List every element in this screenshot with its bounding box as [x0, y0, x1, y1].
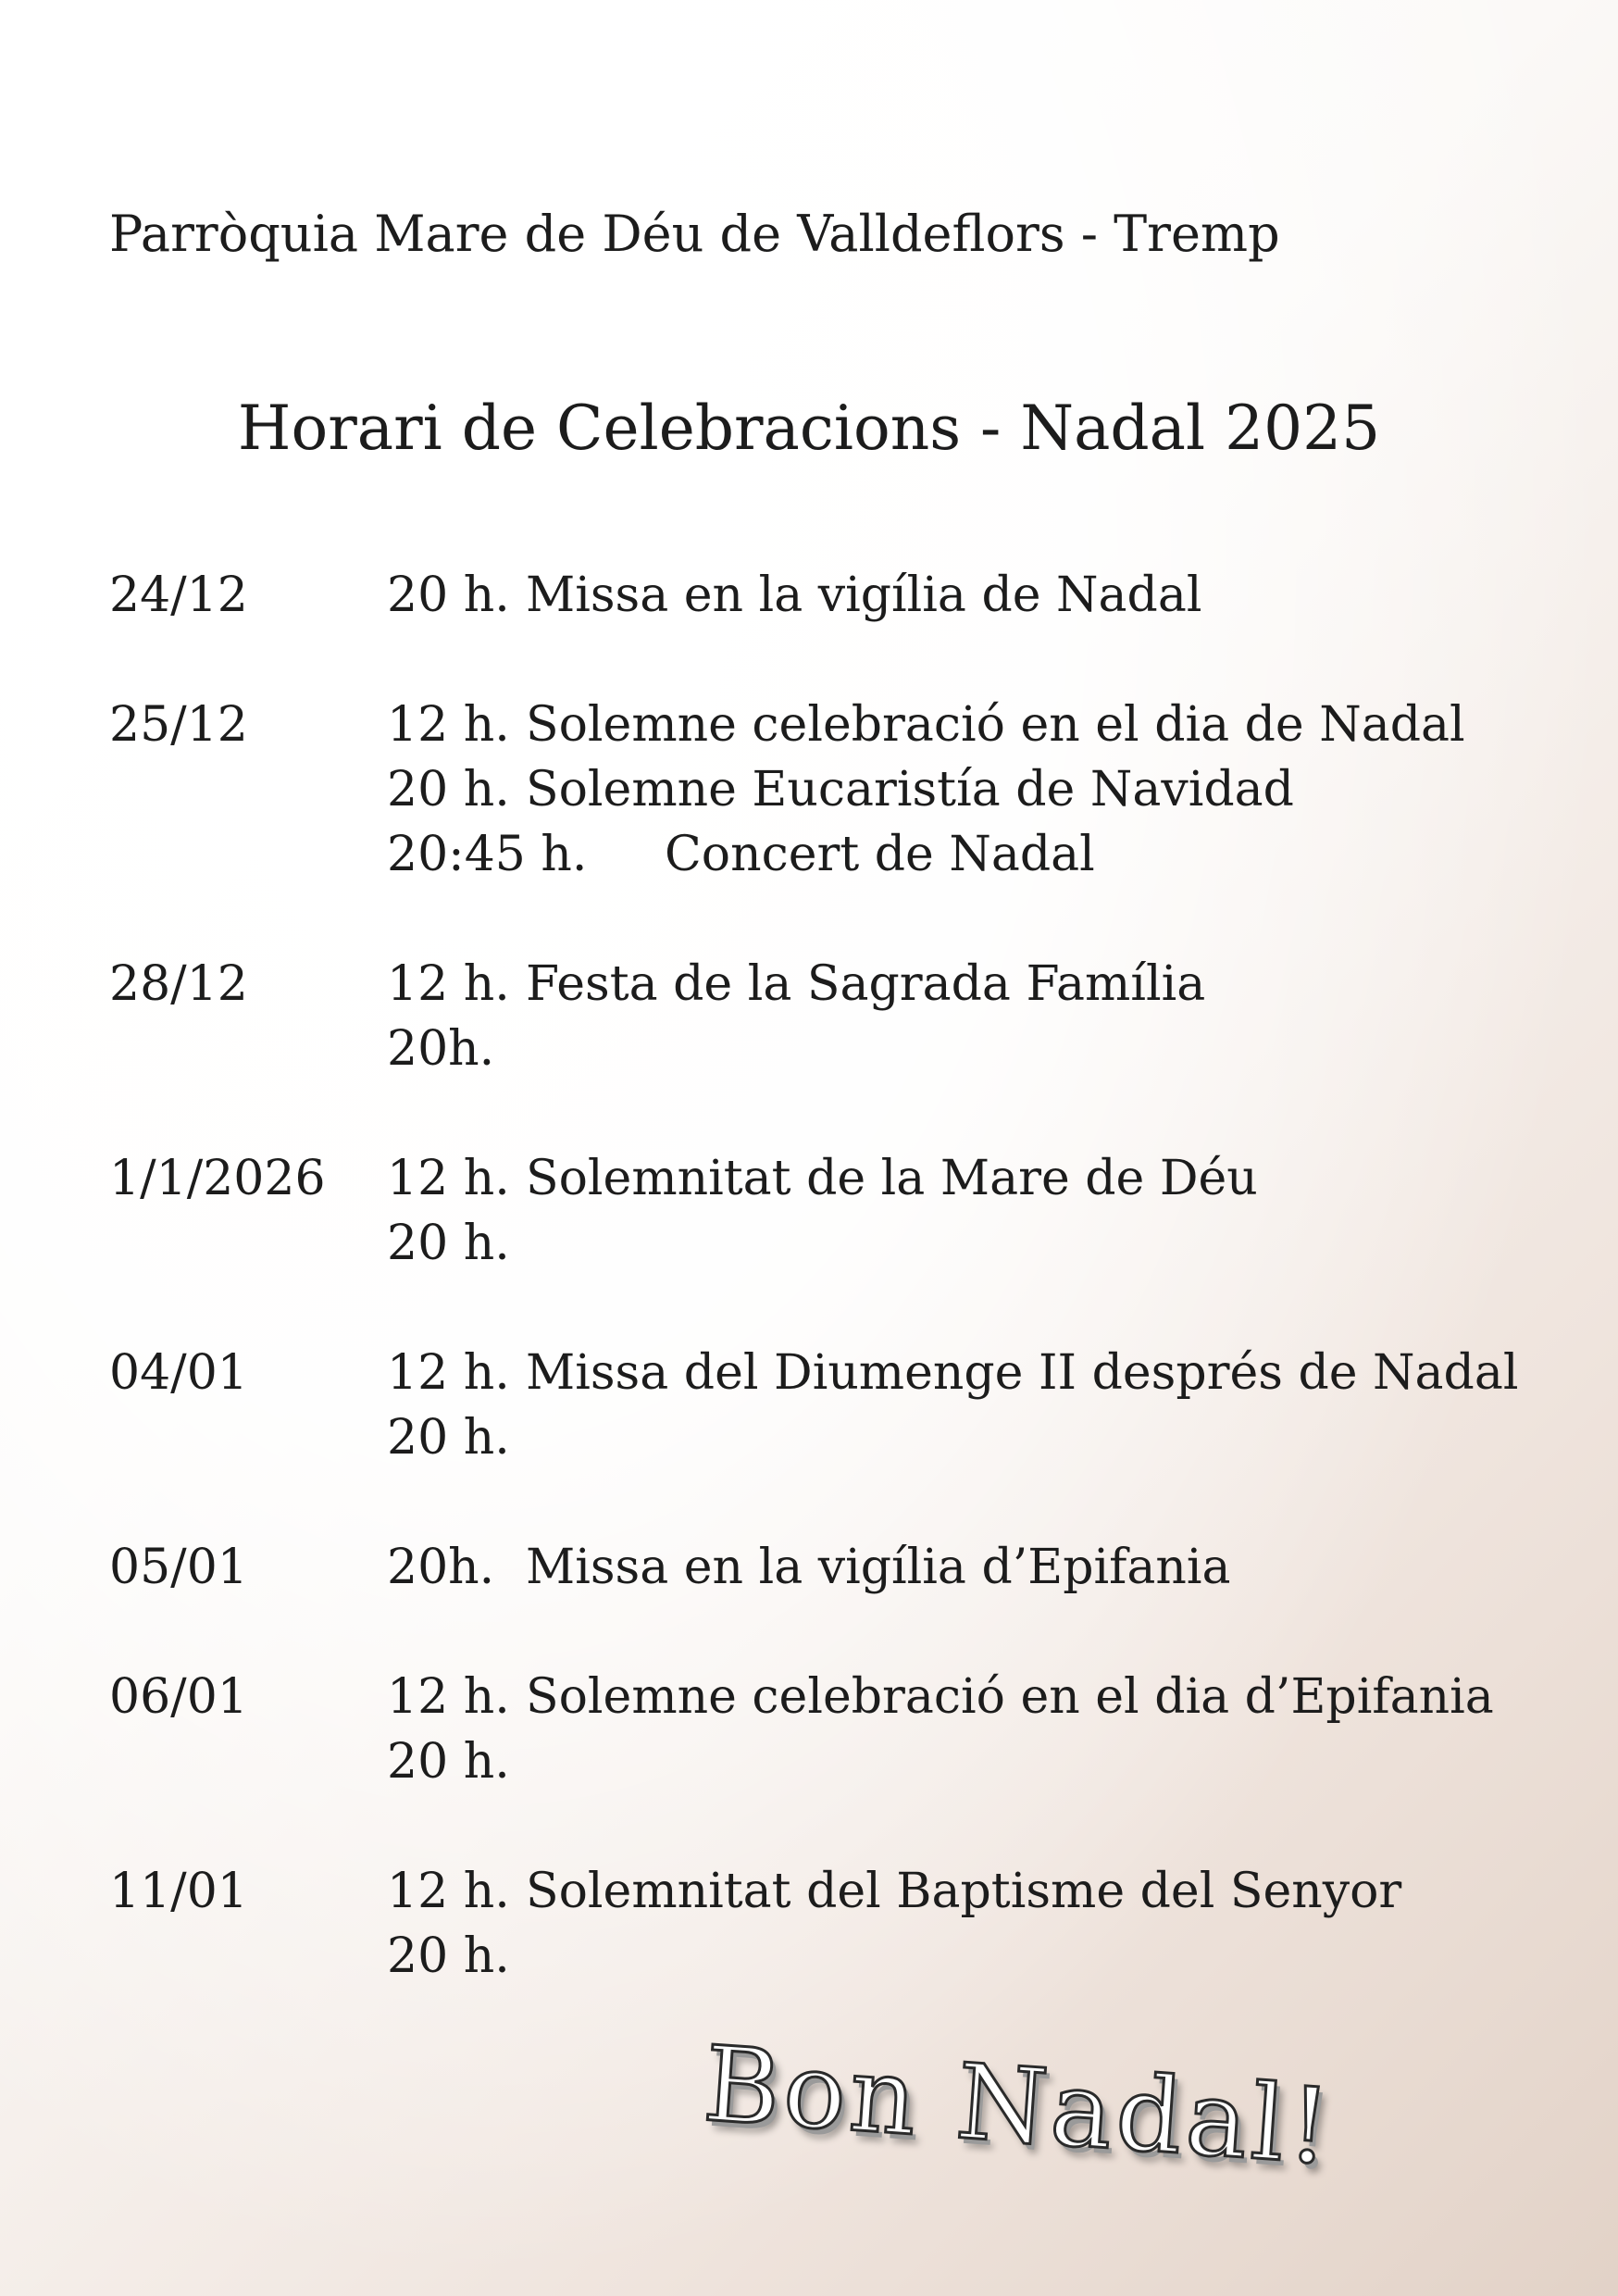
schedule-day [109, 952, 1553, 1081]
day-events [387, 1146, 1553, 1276]
event-row [387, 1405, 1553, 1470]
event-row [387, 1017, 1553, 1081]
bon-nadal-greeting: Bon Nadal! [700, 2024, 1338, 2189]
event-time: 12 h. [387, 1864, 510, 1919]
day-date: 24/12 [109, 568, 248, 623]
event-row [387, 1535, 1553, 1600]
event-description: Solemnitat de la Mare de Déu [526, 1151, 1258, 1206]
event-time: 20h. [387, 1540, 495, 1595]
event-description: Missa en la vigília de Nadal [526, 568, 1202, 623]
day-events [387, 1535, 1553, 1600]
event-row [387, 1341, 1553, 1405]
event-row [387, 1859, 1553, 1924]
schedule-day [109, 1535, 1553, 1600]
event-description: Concert de Nadal [665, 827, 1095, 882]
day-events [387, 952, 1553, 1081]
event-row [387, 822, 1553, 887]
event-time: 20 h. [387, 1216, 510, 1271]
schedule-day [109, 1146, 1553, 1276]
event-time: 20h. [387, 1021, 495, 1077]
event-description: Festa de la Sagrada Família [526, 956, 1206, 1012]
event-time: 20:45 h. [387, 827, 588, 882]
schedule-day [109, 563, 1553, 628]
event-time: 20 h. [387, 1928, 510, 1984]
event-description: Missa en la vigília d’Epifania [526, 1540, 1231, 1595]
event-row [387, 1665, 1553, 1729]
day-date: 28/12 [109, 956, 248, 1012]
event-time: 20 h. [387, 1410, 510, 1466]
day-date: 04/01 [109, 1345, 248, 1401]
event-time: 12 h. [387, 1669, 510, 1725]
event-time: 12 h. [387, 1345, 510, 1401]
schedule-day [109, 1859, 1553, 1989]
day-events [387, 563, 1553, 628]
event-row [387, 1729, 1553, 1794]
event-time: 12 h. [387, 956, 510, 1012]
celebration-schedule [109, 563, 1553, 2053]
event-description: Solemne celebració en el dia de Nadal [526, 697, 1465, 753]
event-time: 20 h. [387, 1734, 510, 1790]
schedule-day [109, 1665, 1553, 1794]
event-row [387, 1924, 1553, 1989]
event-time: 20 h. [387, 762, 510, 817]
day-date: 06/01 [109, 1669, 248, 1725]
day-events [387, 1665, 1553, 1794]
schedule-day [109, 693, 1553, 887]
parish-name: Parròquia Mare de Déu de Valldeflors - Tremp [109, 205, 1280, 263]
page-title: Horari de Celebracions - Nadal 2025 [237, 393, 1381, 464]
event-description: Solemne Eucaristía de Navidad [526, 762, 1294, 817]
event-row [387, 693, 1553, 757]
event-row [387, 757, 1553, 822]
event-description: Solemnitat del Baptisme del Senyor [526, 1864, 1402, 1919]
event-row [387, 1211, 1553, 1276]
schedule-day [109, 1341, 1553, 1470]
event-time: 12 h. [387, 697, 510, 753]
event-time: 12 h. [387, 1151, 510, 1206]
day-date: 11/01 [109, 1864, 248, 1919]
event-row [387, 1146, 1553, 1211]
event-description: Missa del Diumenge II després de Nadal [526, 1345, 1519, 1401]
day-date: 25/12 [109, 697, 248, 753]
day-date: 05/01 [109, 1540, 248, 1595]
day-date: 1/1/2026 [109, 1151, 326, 1206]
day-events [387, 1341, 1553, 1470]
event-row [387, 952, 1553, 1017]
day-events [387, 1859, 1553, 1989]
event-time: 20 h. [387, 568, 510, 623]
event-description: Solemne celebració en el dia d’Epifania [526, 1669, 1494, 1725]
event-row [387, 563, 1553, 628]
day-events [387, 693, 1553, 887]
